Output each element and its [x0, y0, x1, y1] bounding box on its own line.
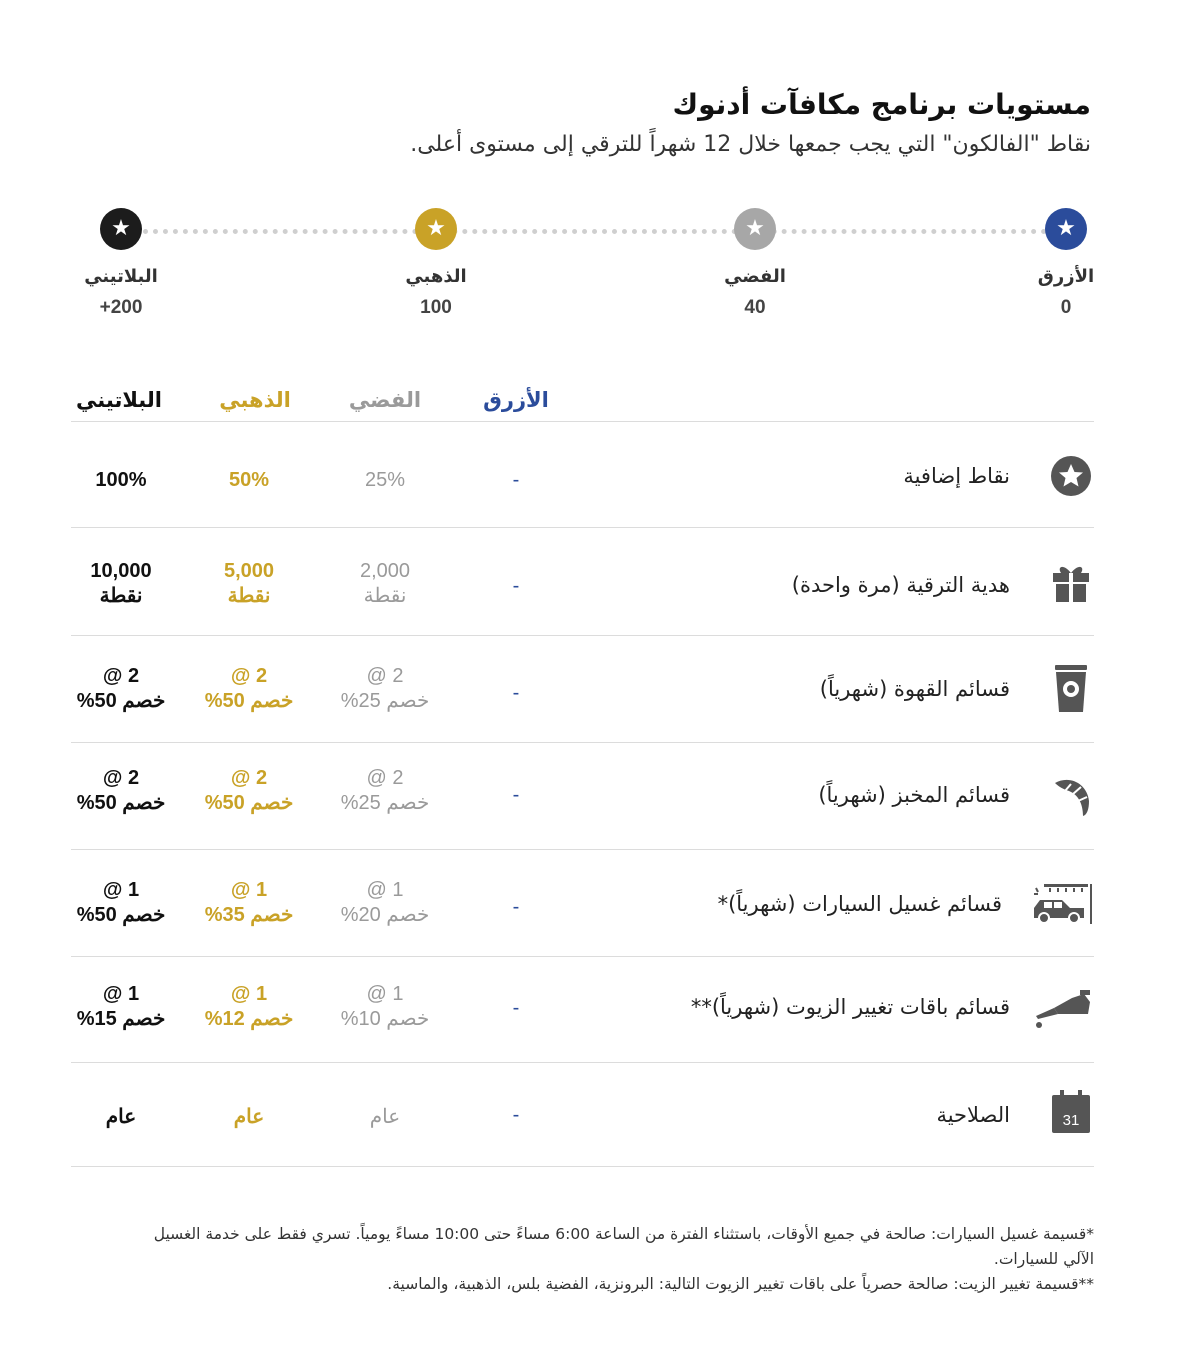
- row-label: هدية الترقية (مرة واحدة): [791, 573, 1010, 597]
- tier-name: البلاتيني: [84, 266, 158, 287]
- cell-discount: خصم 10%: [340, 1008, 430, 1030]
- cell-gold: [189, 468, 309, 493]
- table-row: [71, 850, 1094, 957]
- cell-unit: نقطة: [99, 585, 143, 607]
- cell-silver: [325, 1105, 445, 1130]
- star-icon: ★: [415, 208, 457, 250]
- tier-name: الذهبي: [405, 266, 467, 287]
- cell-platinum: [61, 664, 181, 714]
- row-label: قسائم المخبز (شهرياً): [818, 783, 1010, 807]
- cell-value: 10,000: [90, 560, 152, 582]
- cell-platinum: [61, 468, 181, 493]
- cell-value: 25%: [364, 469, 406, 491]
- cell-value: 2 @: [102, 767, 140, 789]
- cell-silver: [325, 766, 445, 816]
- tier-name: الفضي: [724, 266, 786, 287]
- calendar-day: 31: [1062, 1112, 1080, 1129]
- cell-discount: خصم 50%: [76, 904, 166, 926]
- cell-blue: -: [512, 997, 520, 1019]
- column-header-blue: الأزرق: [483, 388, 549, 412]
- cell-gold: [189, 1105, 309, 1130]
- cell-platinum: [61, 559, 181, 609]
- tier-platinum: [61, 208, 181, 319]
- column-header-platinum: البلاتيني: [76, 388, 162, 412]
- cell-discount: خصم 50%: [76, 792, 166, 814]
- cell-value: عام: [233, 1106, 265, 1128]
- cell-value: 50%: [228, 469, 270, 491]
- cell-value: 2 @: [230, 767, 268, 789]
- cell-value: 2 @: [366, 767, 404, 789]
- cell-discount: خصم 50%: [204, 792, 294, 814]
- cell-gold: [189, 878, 309, 928]
- star-circle-icon: [1050, 455, 1092, 497]
- cell-blue: -: [512, 1104, 520, 1126]
- cell-discount: خصم 15%: [76, 1008, 166, 1030]
- cell-value: عام: [105, 1106, 137, 1128]
- tier-gold: [376, 208, 496, 319]
- cell-unit: نقطة: [227, 585, 271, 607]
- cell-value: 1 @: [102, 983, 140, 1005]
- tier-name: الأزرق: [1037, 266, 1095, 287]
- cell-discount: خصم 50%: [204, 690, 294, 712]
- cell-silver: [325, 878, 445, 928]
- cell-platinum: [61, 982, 181, 1032]
- cell-value: 2 @: [102, 665, 140, 687]
- cell-silver: [325, 982, 445, 1032]
- tier-points: 200+: [99, 297, 143, 318]
- oil-can-icon: [1032, 988, 1094, 1030]
- column-header-silver: الفضي: [348, 388, 422, 412]
- tier-points: 100: [420, 297, 452, 318]
- cell-value: 2,000: [359, 560, 411, 582]
- page-title: مستويات برنامج مكافآت أدنوك: [672, 88, 1091, 121]
- gift-icon: [1050, 561, 1092, 603]
- footnotes: [124, 1222, 1094, 1297]
- table-row: [71, 743, 1094, 850]
- row-label: نقاط إضافية: [903, 464, 1010, 488]
- cell-gold: [189, 982, 309, 1032]
- cell-gold: [189, 664, 309, 714]
- row-label: الصلاحية: [936, 1103, 1010, 1127]
- cell-discount: خصم 50%: [76, 690, 166, 712]
- tier-points: 0: [1060, 297, 1072, 318]
- cell-value: 1 @: [102, 879, 140, 901]
- table-row: [71, 1063, 1094, 1167]
- column-header-gold: الذهبي: [219, 388, 291, 412]
- cell-blue: -: [512, 896, 520, 918]
- cell-value: 1 @: [366, 879, 404, 901]
- cell-gold: [189, 559, 309, 609]
- cell-platinum: [61, 1105, 181, 1130]
- cell-gold: [189, 766, 309, 816]
- cell-blue: -: [512, 575, 520, 597]
- cell-value: 2 @: [366, 665, 404, 687]
- cell-discount: خصم 25%: [340, 690, 430, 712]
- cell-blue: -: [512, 784, 520, 806]
- cell-value: 1 @: [366, 983, 404, 1005]
- cell-value: 2 @: [230, 665, 268, 687]
- row-label: قسائم غسيل السيارات (شهرياً)*: [717, 892, 1002, 916]
- cell-value: 5,000: [223, 560, 275, 582]
- cell-discount: خصم 25%: [340, 792, 430, 814]
- table-row: [71, 957, 1094, 1063]
- cell-unit: نقطة: [363, 585, 407, 607]
- coffee-cup-icon: [1050, 665, 1092, 713]
- cell-value: عام: [369, 1106, 401, 1128]
- cell-discount: خصم 20%: [340, 904, 430, 926]
- cell-silver: [325, 468, 445, 493]
- tier-silver: [695, 208, 815, 319]
- cell-silver: [325, 664, 445, 714]
- footnote-car-wash: *قسيمة غسيل السيارات: صالحة في جميع الأوقات، باستثناء الفترة من الساعة 6:00 مساءً حتى 10:00 مساءً يومياً. تسري فقط على خدمة الغسيل الآلي للسيارات.: [153, 1225, 1094, 1268]
- calendar-icon: [1050, 1091, 1092, 1133]
- cell-silver: [325, 559, 445, 609]
- page-subtitle: نقاط "الفالكون" التي يجب جمعها خلال 12 شهراً للترقي إلى مستوى أعلى.: [410, 132, 1091, 157]
- cell-value: 100%: [95, 469, 147, 491]
- row-label: قسائم باقات تغيير الزيوت (شهرياً)**: [690, 995, 1010, 1019]
- table-row: [71, 422, 1094, 528]
- car-wash-icon: [1032, 882, 1094, 924]
- star-icon: ★: [100, 208, 142, 250]
- table-row: [71, 528, 1094, 636]
- tier-progress-line: [143, 229, 1047, 234]
- cell-blue: -: [512, 682, 520, 704]
- table-row: [71, 636, 1094, 743]
- croissant-icon: [1050, 775, 1092, 817]
- cell-platinum: [61, 878, 181, 928]
- cell-platinum: [61, 766, 181, 816]
- cell-value: 1 @: [230, 983, 268, 1005]
- cell-discount: خصم 12%: [204, 1008, 294, 1030]
- footnote-oil-change: **قسيمة تغيير الزيت: صالحة حصرياً على باقات تغيير الزيوت التالية: البرونزية، الفضية بلس، الذهبية، والماسية.: [387, 1275, 1094, 1293]
- tier-blue: [1006, 208, 1126, 319]
- row-label: قسائم القهوة (شهرياً): [819, 677, 1010, 701]
- star-icon: ★: [734, 208, 776, 250]
- tier-points: 40: [744, 297, 766, 318]
- star-icon: ★: [1045, 208, 1087, 250]
- cell-blue: -: [512, 469, 520, 491]
- cell-discount: خصم 35%: [204, 904, 294, 926]
- cell-value: 1 @: [230, 879, 268, 901]
